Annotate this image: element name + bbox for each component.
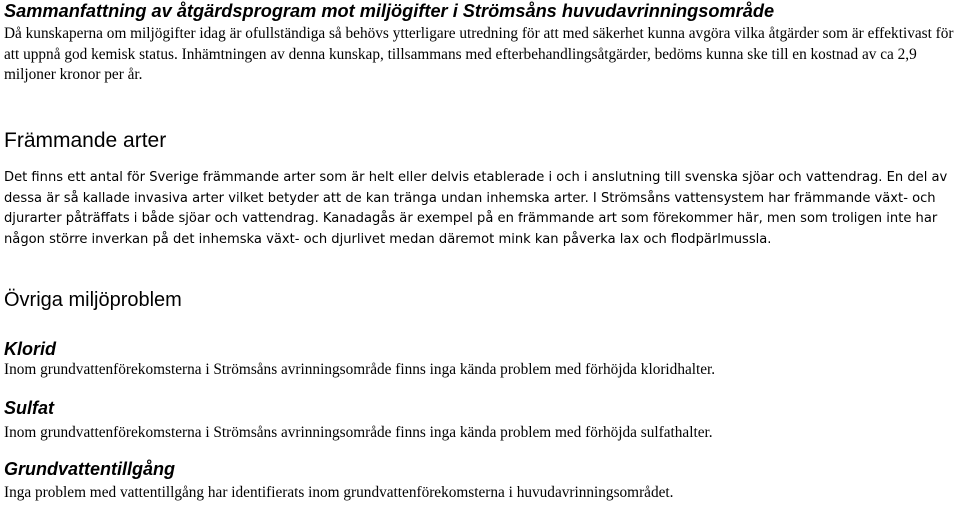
document-title: Sammanfattning av åtgärdsprogram mot miljögifter i Strömsåns huvudavrinningsområde — [4, 1, 775, 21]
subheading-sulfat: Sulfat — [4, 398, 55, 418]
frammande-arter-paragraph: Det finns ett antal för Sverige främmande arter som är helt eller delvis etablerade i och i anslutning till svenska sjöar och vattendrag. En del av dessa är så kallade invasiva arter vilket betyder att de kan tränga undan inhemska arter. I Strömsåns vattensystem har främmande växt- och djurarter påträffats i både sjöar och vattendrag. Kanadagås är exempel på en främmande art som förekommer här, men som troligen inte har någon större inverkan på det inhemska växt- och djurlivet medan däremot mink kan påverka lax och flodpärlmussla. — [4, 170, 948, 247]
section-heading-ovriga-miljoproblem: Övriga miljöproblem — [4, 289, 182, 311]
section-heading-frammande-arter: Främmande arter — [4, 129, 167, 152]
sulfat-paragraph: Inom grundvattenförekomsterna i Strömsåns avrinningsområde finns inga kända problem med förhöjda sulfathalter. — [4, 424, 713, 441]
subheading-klorid: Klorid — [4, 339, 56, 359]
grundvattentillgang-paragraph: Inga problem med vattentillgång har identifierats inom grundvattenförekomsterna i huvudavrinningsområdet. — [4, 484, 674, 501]
klorid-paragraph: Inom grundvattenförekomsterna i Strömsåns avrinningsområde finns inga kända problem med förhöjda kloridhalter. — [4, 361, 716, 378]
intro-paragraph: Då kunskaperna om miljögifter idag är ofullständiga så behövs ytterligare utredning för att med säkerhet kunna avgöra vilka åtgärder som är effektivast för att uppnå god kemisk status. Inhämtningen av denna kunskap, tillsammans med efterbehandlingsåtgärder, bedöms kunna ske till en kostnad av ca 2,9 miljoner kronor per år. — [4, 25, 954, 83]
subheading-grundvattentillgang: Grundvattentillgång — [4, 459, 175, 479]
